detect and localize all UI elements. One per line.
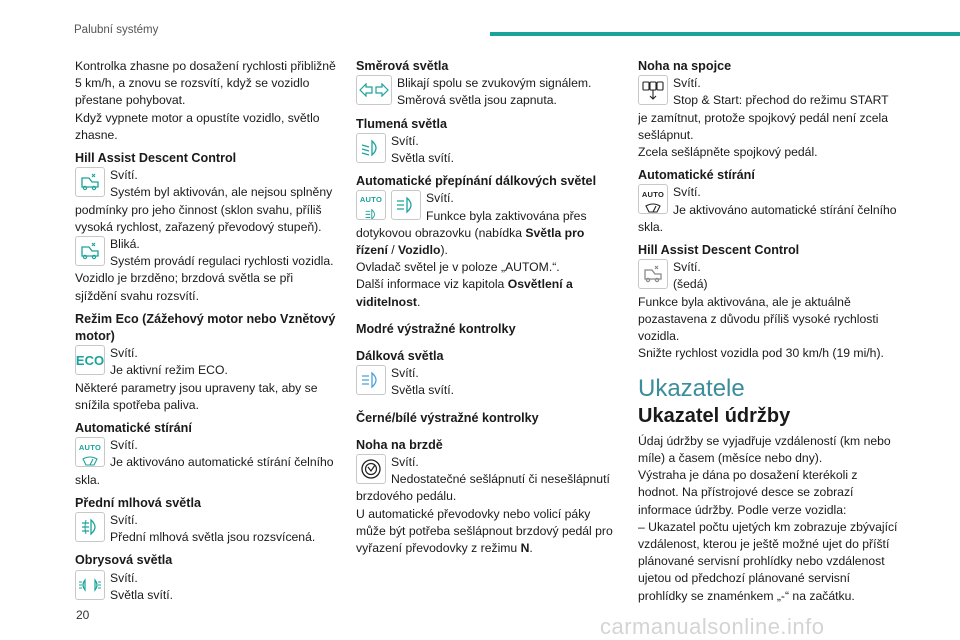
bw-warnings-heading: Černé/bílé výstražné kontrolky: [356, 410, 539, 425]
section-heading: Ukazatele: [638, 375, 745, 403]
auto-high-beam-icon: [356, 190, 386, 220]
service-text-2: Výstraha je dána po dosažení kterékoli z hodnot. Na přístrojové desce se zobrazí informace údržby. Podle verze vozidla:: [638, 468, 858, 517]
dip-text: Světla svítí.: [391, 151, 454, 166]
watermark: carmanualsonline.info: [600, 614, 825, 639]
hadc-text-1: Systém byl aktivován, ale nejsou splněny podmínky pro jeho činnost (sklon svahu, příliš vysoká rychlost, zařazený převodový stupeň).: [75, 185, 333, 234]
main-beam-text: Světla svítí.: [391, 383, 454, 398]
eco-icon-text: ECO: [75, 352, 105, 368]
brake-text-2: U automatické převodovky nebo volicí páky může být potřeba sešlápnout brzdový pedál pro vyřazení převodovky z režimu: [356, 506, 613, 556]
fog-state: Svítí.: [110, 513, 138, 528]
brake-end: .: [529, 541, 533, 556]
auto-hb-close: ).: [440, 243, 448, 258]
turn-text: Směrová světla jsou zapnuta.: [397, 93, 557, 108]
hill-descent-icon-blink: [75, 236, 105, 266]
hadc-state-1: Svítí.: [110, 168, 138, 183]
main-beam-icon: [356, 365, 386, 395]
intro-text: Kontrolka zhasne po dosažení rychlosti přibližně 5 km/h, a znovu se rozsvítí, když se vozidlo přestane pohybovat.: [75, 59, 336, 108]
service-text-3: – Ukazatel počtu ujetých km zobrazuje zbývající vzdálenost, kterou je ještě možné ujet do příští plánované servisní prohlídky nebo vzdálenost ujetou od předchozí plánované servisní prohlídky se znaménkem „-“ na začátku.: [638, 519, 898, 603]
sidelights-icon: [75, 570, 105, 600]
auto-wipe-icon-2: [638, 184, 668, 214]
dipped-beam-icon: [356, 133, 386, 163]
side-text: Světla svítí.: [110, 587, 173, 602]
turn-state: Blikají spolu se zvukovým signálem.: [397, 76, 592, 91]
page-header: [0, 0, 960, 40]
side-heading: Obrysová světla: [75, 553, 173, 568]
brake-state: Svítí.: [391, 455, 419, 470]
eco-text-2: Některé parametry jsou upraveny tak, aby se snížila spotřeba paliva.: [75, 380, 318, 412]
column-2: [356, 58, 618, 557]
hadc3-grey: (šedá): [673, 277, 708, 292]
eco-state: Svítí.: [110, 346, 138, 361]
hill-descent-grey-icon: [638, 259, 668, 289]
wipe3-heading: Automatické stírání: [638, 168, 755, 183]
auto-hb-text-3: Další informace viz kapitola: [356, 277, 508, 292]
auto-hb-vehicle: Vozidlo: [398, 243, 441, 258]
eco-text-1: Je aktivní režim ECO.: [110, 363, 228, 378]
auto-hb-chapter: Osvětlení a viditelnost: [356, 277, 573, 309]
wipe-heading: Automatické stírání: [75, 421, 192, 436]
foot-on-brake-icon: [356, 454, 386, 484]
turn-signal-icon: [356, 75, 392, 105]
hadc-state-2: Bliká.: [110, 237, 140, 252]
auto-hb-menu: Světla pro řízení: [356, 225, 585, 258]
auto-hb-state: Svítí.: [426, 191, 454, 206]
header-accent-bar: [490, 32, 960, 36]
wipe-text: Je aktivováno automatické stírání čelního skla.: [75, 455, 334, 487]
hill-descent-icon: [75, 167, 105, 197]
foot-on-clutch-icon: [638, 75, 668, 105]
hadc3-heading: Hill Assist Descent Control: [638, 243, 800, 258]
brake-heading: Noha na brzdě: [356, 437, 443, 452]
auto-wipe-icon: [75, 437, 105, 467]
intro-text-2: Když vypnete motor a opustíte vozidlo, světlo zhasne.: [75, 110, 320, 142]
brake-n: N: [520, 541, 530, 556]
auto-hb-icon-text: AUTO: [359, 195, 383, 205]
auto-hb-end: .: [416, 294, 421, 309]
hadc3-state: Svítí.: [673, 260, 701, 275]
service-text-1: Údaj údržby se vyjadřuje vzdáleností (km nebo míle) a časem (měsíce nebo dny).: [638, 433, 891, 466]
main-beam-heading: Dálková světla: [356, 349, 444, 364]
fog-text: Přední mlhová světla jsou rozsvícená.: [110, 530, 316, 545]
front-fog-icon: [75, 512, 105, 542]
eco-heading: Režim Eco (Zážehový motor nebo Vznětový motor): [75, 311, 336, 344]
turn-heading: Směrová světla: [356, 59, 449, 73]
column-1: [75, 58, 337, 604]
auto-hb-slash: /: [387, 243, 399, 258]
side-state: Svítí.: [110, 570, 138, 585]
clutch-state: Svítí.: [673, 76, 701, 91]
header-title: Palubní systémy: [74, 24, 159, 36]
wipe3-text: Je aktivováno automatické stírání čelního skla.: [638, 202, 897, 234]
hadc3-text-1: Funkce byla aktivována, ale je aktuálně pozastavena z důvodu příliš vysoké rychlosti vozidla.: [638, 294, 879, 344]
hadc3-text-2: Snižte rychlost vozidla pod 30 km/h (19 mi/h).: [638, 346, 884, 361]
hadc-text-2: Systém provádí regulaci rychlosti vozidla. Vozidlo je brzděno; brzdová světla se při sjíždění svahu rozsvítí.: [75, 254, 334, 303]
auto-wipe-icon-2-text: AUTO: [641, 189, 665, 199]
auto-wipe-icon-text: AUTO: [78, 442, 102, 452]
clutch-heading: Noha na spojce: [638, 59, 732, 73]
main-beam-state: Svítí.: [391, 366, 419, 381]
auto-hb-text-1: Funkce byla zaktivována přes dotykovou obrazovku (nabídka: [356, 208, 587, 240]
auto-hb-heading: Automatické přepínání dálkových světel: [356, 174, 597, 189]
page-number: 20: [76, 608, 90, 622]
high-beam-grey-icon: [391, 190, 421, 220]
clutch-text-2: Zcela sešlápněte spojkový pedál.: [638, 145, 818, 160]
wipe3-state: Svítí.: [673, 185, 701, 200]
clutch-text-1: Stop & Start: přechod do režimu START je zamítnut, protože spojkový pedál není zcela sešlápnut.: [638, 93, 889, 142]
auto-hb-text-2: Ovladač světel je v poloze „AUTOM.“.: [356, 260, 560, 275]
hadc-heading: Hill Assist Descent Control: [75, 151, 237, 166]
blue-warnings-heading: Modré výstražné kontrolky: [356, 321, 516, 336]
column-3: [638, 58, 900, 605]
dip-state: Svítí.: [391, 133, 419, 148]
brake-text-1: Nedostatečné sešlápnutí či nesešlápnutí brzdového pedálu.: [356, 472, 610, 504]
dip-heading: Tlumená světla: [356, 116, 447, 131]
service-heading: Ukazatel údržby: [638, 404, 791, 427]
fog-heading: Přední mlhová světla: [75, 495, 201, 510]
eco-icon: [75, 345, 105, 375]
wipe-state: Svítí.: [110, 438, 138, 453]
